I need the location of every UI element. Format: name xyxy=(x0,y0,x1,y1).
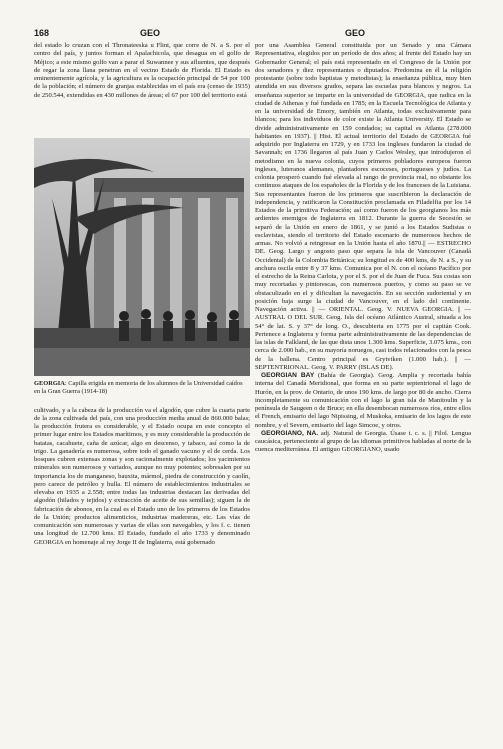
running-head-right: GEO xyxy=(345,28,366,38)
georgia-entry-text-bottom: cultivado, y a la cabeza de la producción va el algodón, que cubre la cuarta parte de la zona cultivada del país, con una producción media anual de 860.000 balas; la producción frutera es considerable, y el Estado ocupa en este concepto el primer lugar entre los Estados marítimos, y es muy considerable la producción de batatas, cacahuete, caña de azúcar, algo en descenso, y tabaco, así como la de trigo. La ganadería es numerosa, sobre todo el ganado vacuno y el de cerda. Los bosques cubren extensas zonas y son racionalmente explotados; los yacimientos minerales son numerosos y variados, aunque no muy potentes; sobresalen por su importancia los de manganeso, bauxita, mármol, piedra de construcción y caolín, pero carece de petróleo y hulla. El número de establecimientos industriales se elevaba en 1935 a 2.558; entre todas las industrias destacan las derivadas del algodón (hilados y tejidos) y extracción de aceite de sus semillas); siguen la de fabricación de abonos, en la cual es el Estado uno de los primeros de los Estados de la Unión; productos alimenticios, industrias madereras, etc. Las vías de comunicación son numerosas y varias de ellas son navegables, y los f. c. tienen una longitud de 12.700 kms. El Estado, fundado el año 1733 y denominado GEORGIA en homenaje al rey Jorge II de Inglaterra, está gobernado xyxy=(34,406,250,546)
chapel-photo xyxy=(34,138,250,376)
definition-georgian-bay: (Bahía de Georgia). Geog. Amplia y recortada bahía interna del Canadá Meridional, que forma en su parte septentrional el lago de Hurón, en la prov. de Ontario, de unos 190 kms. de largo por 80 de ancho. Cierra incompletamente su comunicación con el lago la gran isla de Manitoulin y la península de Saugeen o de Bruce; en ella desembocan numerosos ríos, entre ellos el French, emisario del lago Nipissing, el Muskoka, emisario de los lagos de este nombre, y el Severn, emisario del lago Simcoe, y otros. xyxy=(255,372,471,429)
photo-caption xyxy=(34,380,250,396)
caption-text: : Capilla erigida en memoria de los alumnos de la Universidad caídos en la Gran Guerra (1914-18) xyxy=(34,380,243,395)
left-column-top xyxy=(34,42,250,100)
headword-georgiano: GEORGIANO, NA. xyxy=(261,429,319,437)
right-column xyxy=(255,42,471,455)
georgia-entry-continuation: por una Asamblea General constituida por un Senado y una Cámara Representativa, elegidos por un período de dos años; al frente del Estado hay un Gobernador General; el país está representado en el Congreso de la Unión por dos senadores y diez representantes o diputados. Predomina en él la religión protestante (sobre todo baptistas y metodistas); la enseñanza pública, muy bien atendida en sus diversos grados, separa las escuelas para blancos y negros. La enseñanza superior se imparte en la universidad de GEORGIA, que radica en la ciudad de Athenas y fué fundada en 1785; en la Escuela Tecnológica de Atlanta y en la universidad de Emory, también en Atlanta, todas exclusivamente para blancos; para los individuos de color existe la Atlanta University. El Estado se divide administrativamente en 159 condados; su capital es Atlanta (278.000 habitantes en 1937). || Hist. El actual territorio del Estado de GEORGIA fué adquirido por Inglaterra en 1729, y en 1733 los ingleses fundaron la ciudad de Savannah; en 1736 llegaron al país Juan y Carlos Wesley, que introdujeron el metodismo en la nueva colonia, cuyos primeros pobladores europeos fueron ingleses, luteranos alemanes, plantadores escoceses, portugueses y judíos. La colonia prosperó cuando fué elevada al rango de provincia real, no obstante los continuos ataques de los españoles de la Florida y de los franceses de la Luisiana. Sus representantes fueron de los primeros que suscribieron la declaración de independencia, y ratificaron la Constitución proclamada en Filadelfia por los 14 Estados de la primitiva Federación; así como fueron de los georgianos los más ardientes enemigos de Inglaterra en 1812. Durante la guerra de Secesión se separó de la Unión en enero de 1861, y se juntó a los Estados Sudistas o esclavistas, siendo el territorio del Estado escenario de numerosos hechos de armas. No volvió a reingresar en la Unión hasta el año 1870.|| — ESTRECHO DE. Geog. Largo y angosto paso que separa la isla de Vancouver (Canadá Occidental) de la Colombia Británica; su longitud es de 400 kms, de N. a S., y su anchura oscila entre 8 y 37 kms. Comunica por el N. con el océano Pacífico por el estrecho de la Reina Carlota, y por el S. por el de Juan de Fuca. Sus costas son muy recortadas y pintorescas, con numerosos puertos, y como su paso se ve obstaculizado en el y dificultan la navegación. En su sección sudoriental y en posición baja surge la ciudad de Vancouver, en el lado del continente. Navegación activa. || — ORIENTAL. Geog. V. NUEVA GEORGIA. || — AUSTRAL O DEL SUR. Geog. Isla del océano Atlántico Austral, situada a los 54° de lat. S. y 37° de long. O., descubierta en 1775 por el capitán Cook. Pertenece a Inglaterra y forma parte administrativamente de las dependencias de las islas de Falkland, de las que dista unos 1.300 kms. Superficie, 3.075 kms., con cerca de 2.000 hab., en su mayoría noruegos, casi todos relacionados con la pesca de la ballena. Centro principal es Grytviken (1.000 hab.). || — SEPTENTRIONAL. Geog. V. PARRY (ISLAS DE). xyxy=(255,42,471,371)
entry-georgian-bay xyxy=(255,372,471,430)
page-number: 168 xyxy=(34,28,50,38)
chapel-photo-image xyxy=(34,138,250,376)
caption-label: GEORGIA xyxy=(34,380,65,387)
georgia-entry-text-top: del estado lo cruzan con el Thronateeska u Flint, que corre de N. a S. por el centro del país, y juntos forman el Apalachicola, que desagua en el golfo de Méjico; a este mismo golfo van a parar el Suwannee y sus afluentes, que después de regar la zona llana penetran en el vecino Estado de Florida. El Estado es eminentemente agrícola, y la agricultura es la ocupación principal de 54 por 100 de la población; el número de granjas establecidas en el país era (censo de 1935) de 250.544, extendidas en 430 millones de áreas; el 67 por 100 del territorio está xyxy=(34,42,250,99)
entry-georgiano xyxy=(255,430,471,455)
running-head-left: GEO xyxy=(140,28,161,38)
headword-georgian-bay: GEORGIAN BAY xyxy=(261,372,315,379)
left-column-bottom xyxy=(34,400,250,553)
definition-georgiano: adj. Natural de Georgia. Úsase t. c. s. || Filol. Lengua caucásica, perteneciente al grupo de las idiomas primitivos habladas al norte de la cuenca mediterránea. El antiguo GEORGIANO, usado xyxy=(255,429,471,454)
